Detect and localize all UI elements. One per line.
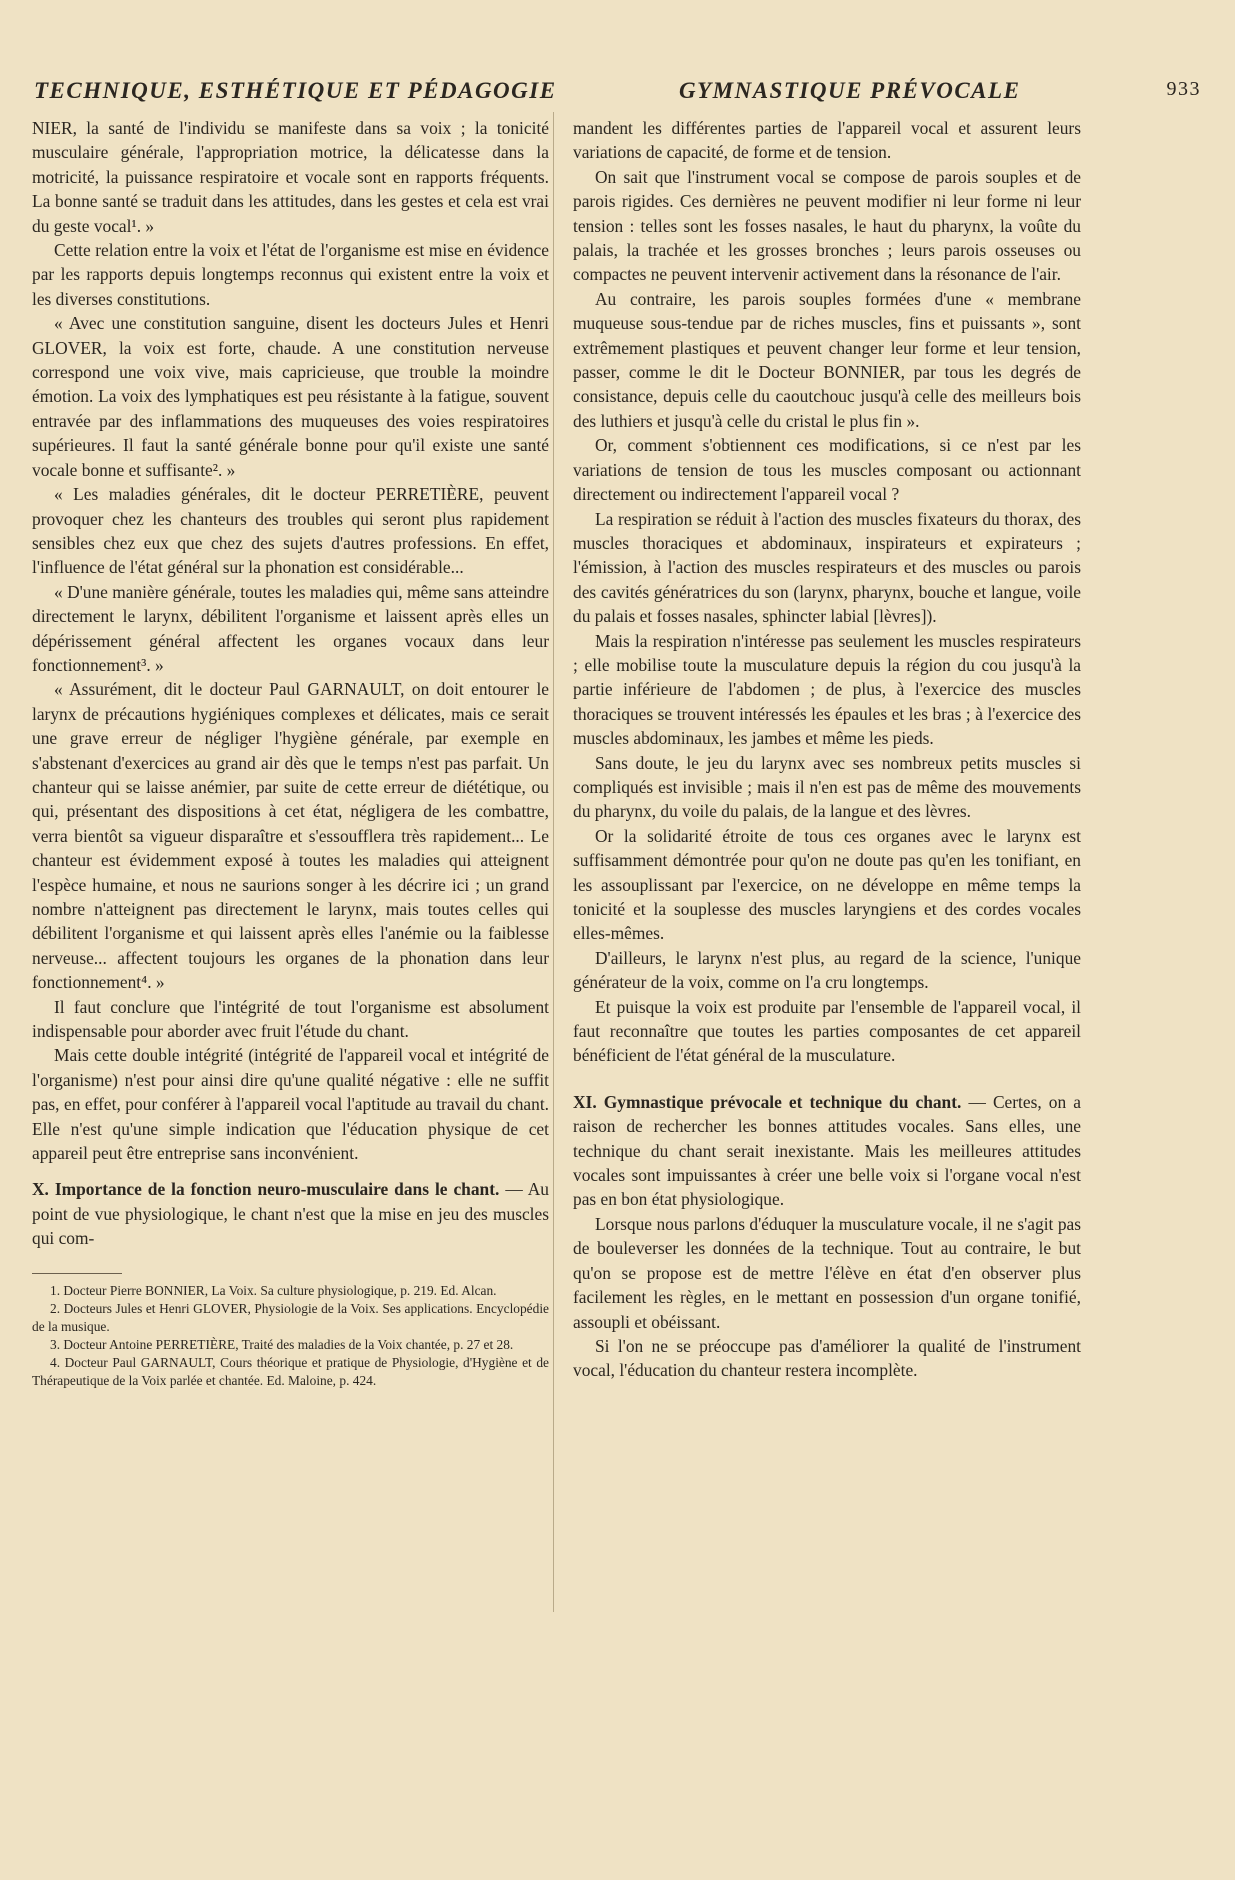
paragraph: On sait que l'instrument vocal se compose de parois souples et de parois rigides. Ces dernières ne peuvent modifier ni leur forme ni leur tension : telles sont les fosses nasales, le haut du pharynx, la voûte du palais, la trachée et les grosses bronches ; leurs parois osseuses ou compactes ne peuvent intervenir activement dans la résonance de l'air. [573,166,1081,285]
paragraph: Lorsque nous parlons d'éduquer la musculature vocale, il ne s'agit pas de bouleverser les données de la technique. Tout au contraire, le but qu'on se propose est de mettre l'élève en état d'en observer plus facilement les règles, en le mettant en possession d'un organe tonifié, assoupli et obéissant. [573,1213,1081,1332]
section-x-text: — Au point de vue physiologique, le chant n'est que la mise en jeu des muscles qui com- [32,1179,549,1249]
paragraph: Sans doute, le jeu du larynx avec ses nombreux petits muscles si compliqués est invisible ; mais il n'en est pas de même des mouvements du pharynx, du voile du palais, de la langue et des lèvres. [573,752,1081,822]
paragraph: Si l'on ne se préoccupe pas d'améliorer la qualité de l'instrument vocal, l'éducation du chanteur restera incomplète. [573,1335,1081,1381]
paragraph: Il faut conclure que l'intégrité de tout l'organisme est absolument indispensable pour aborder avec fruit l'étude du chant. [32,996,549,1042]
paragraph: Mais la respiration n'intéresse pas seulement les muscles respirateurs ; elle mobilise toute la musculature depuis la région du cou jusqu'à la partie inférieure de l'abdomen ; de plus, à l'exercice des muscles thoraciques se trouvent intéressés les épaules et les bras ; à l'exercice des muscles abdominaux, les jambes et même les pieds. [573,630,1081,749]
header-section-title: GYMNASTIQUE PRÉVOCALE [679,78,1021,103]
footnote-rule [32,1273,122,1274]
left-column [32,116,549,1390]
header-left-title: TECHNIQUE, ESTHÉTIQUE ET PÉDAGOGIE [34,78,557,103]
page-number: 933 [1166,78,1201,100]
footnote: 2. Docteurs Jules et Henri GLOVER, Physiologie de la Voix. Ses applications. Encyclopédie de la musique. [32,1300,549,1334]
section-xi [573,1090,1081,1212]
paragraph: NIER, la santé de l'individu se manifeste dans sa voix ; la tonicité musculaire générale, l'appropriation motrice, la délicatesse dans la motricité, la puissance respiratoire et vocale sont en rapports fréquents. La bonne santé se traduit dans les attitudes, dans les gestes et cela est vrai du geste vocal¹. » [32,118,549,236]
paragraph: « Assurément, dit le docteur Paul GARNAULT, on doit entourer le larynx de précautions hygiéniques complexes et délicates, mais ce serait une grave erreur de négliger l'hygiène générale, par exemple en s'abstenant d'exercices au grand air dès que le temps n'est pas parfait. Un chanteur qui se laisse anémier, par suite de cette erreur de diététique, ou qui, présentant des dispositions à cet état, négligera de les combattre, verra bientôt sa vigueur disparaître et s'essoufflera très rapidement... Le chanteur est évidemment exposé à toutes les maladies qui atteignent l'espèce humaine, et nous ne saurions songer à les décrire ici ; un grand nombre n'atteignent pas directement le larynx, mais toutes celles qui débilitent l'organisme et qui laissent après elles l'anémie ou la faiblesse nerveuse... affectent toujours les organes de la phonation dans leur fonctionnement⁴. » [32,679,549,993]
section-xi-text: — Certes, on a raison de rechercher les bonnes attitudes vocales. Sans elles, une technique du chant serait inexistante. Mais les meilleures attitudes vocales sont impuissantes à créer une belle voix si l'organe vocal n'est pas en bon état physiologique. [573,1091,1081,1210]
paragraph: Au contraire, les parois souples formées d'une « membrane muqueuse sous-tendue par de riches muscles, fins et puissants », sont extrêmement plastiques et peuvent changer leur forme et leur tension, passer, comme le dit le Docteur BONNIER, par tous les degrés de consistance, depuis celle du caoutchouc jusqu'à celle des meilleurs bois des luthiers et jusqu'à celle du cristal le plus fin ». [573,288,1081,431]
paragraph: Mais cette double intégrité (intégrité de l'appareil vocal et intégrité de l'organisme) n'est pour ainsi dire qu'une qualité négative : elle ne suffit pas, en effet, pour conférer à l'appareil vocal l'aptitude au travail du chant. Elle n'est qu'une simple indication que l'éducation physique de cet appareil peut être entreprise sans inconvénient. [32,1045,549,1164]
paragraph: « Les maladies générales, dit le docteur PERRETIÈRE, peuvent provoquer chez les chanteurs des troubles qui seront plus rapidement sensibles chez eux que chez des sujets d'autres professions. En effet, l'influence de l'état général sur la phonation est considérable... [32,484,549,578]
paragraph: Et puisque la voix est produite par l'ensemble de l'appareil vocal, il faut reconnaître que toutes les parties composantes de cet appareil bénéficient de l'état général de la musculature. [573,996,1081,1066]
footnote: 4. Docteur Paul GARNAULT, Cours théorique et pratique de Physiologie, d'Hygiène et de Thérapeutique de la Voix parlée et chantée. Ed. Maloine, p. 424. [32,1354,549,1388]
paragraph: Or, comment s'obtiennent ces modifications, si ce n'est par les variations de tension de tous les muscles composant ou actionnant directement ou indirectement l'appareil vocal ? [573,435,1081,505]
paragraph: « D'une manière générale, toutes les maladies qui, même sans atteindre directement le larynx, débilitent l'organisme et laissent après elles un dépérissement général affectent les organes vocaux dans leur fonctionnement³. » [32,581,549,675]
right-column [573,116,1081,1383]
paragraph: La respiration se réduit à l'action des muscles fixateurs du thorax, des muscles thoraciques et abdominaux, inspirateurs et expirateurs ; l'émission, à l'action des muscles respirateurs et des muscles ou parois des cavités génératrices du son (larynx, pharynx, bouche et langue, voile du palais et fosses nasales, sphincter labial [lèvres]). [573,508,1081,627]
paragraph: Or la solidarité étroite de tous ces organes avec le larynx est suffisamment démontrée pour qu'on ne doute pas qu'en les tonifiant, en les assouplissant par l'exercice, on ne développe en même temps la tonicité et la souplesse des muscles laryngiens et des cordes vocales elles-mêmes. [573,825,1081,944]
footnote: 1. Docteur Pierre BONNIER, La Voix. Sa culture physiologique, p. 219. Ed. Alcan. [50,1282,497,1298]
paragraph: Cette relation entre la voix et l'état de l'organisme est mise en évidence par les rapports depuis longtemps reconnus qui existent entre la voix et les diverses constitutions. [32,240,549,309]
running-header [34,78,1201,108]
paragraph: mandent les différentes parties de l'appareil vocal et assurent leurs variations de capacité, de forme et de tension. [573,118,1081,163]
footnotes [32,1282,549,1390]
section-x-title: X. Importance de la fonction neuro-musculaire dans le chant. [32,1179,500,1200]
column-divider [553,112,554,1612]
section-xi-title: XI. Gymnastique prévocale et technique du chant. [573,1091,962,1112]
paragraph: D'ailleurs, le larynx n'est plus, au regard de la science, l'unique générateur de la voix, comme on l'a cru longtemps. [573,947,1081,993]
section-x [32,1177,549,1250]
footnote: 3. Docteur Antoine PERRETIÈRE, Traité des maladies de la Voix chantée, p. 27 et 28. [50,1336,514,1352]
paragraph: « Avec une constitution sanguine, disent les docteurs Jules et Henri GLOVER, la voix est forte, chaude. A une constitution nerveuse correspond une voix vive, mais capricieuse, que trouble la moindre émotion. La voix des lymphatiques est peu résistante à la fatigue, souvent entravée par des inflammations des muqueuses des voies respiratoires supérieures. Il faut la santé générale bonne pour qu'il existe une santé vocale bonne et suffisante². » [32,313,549,480]
